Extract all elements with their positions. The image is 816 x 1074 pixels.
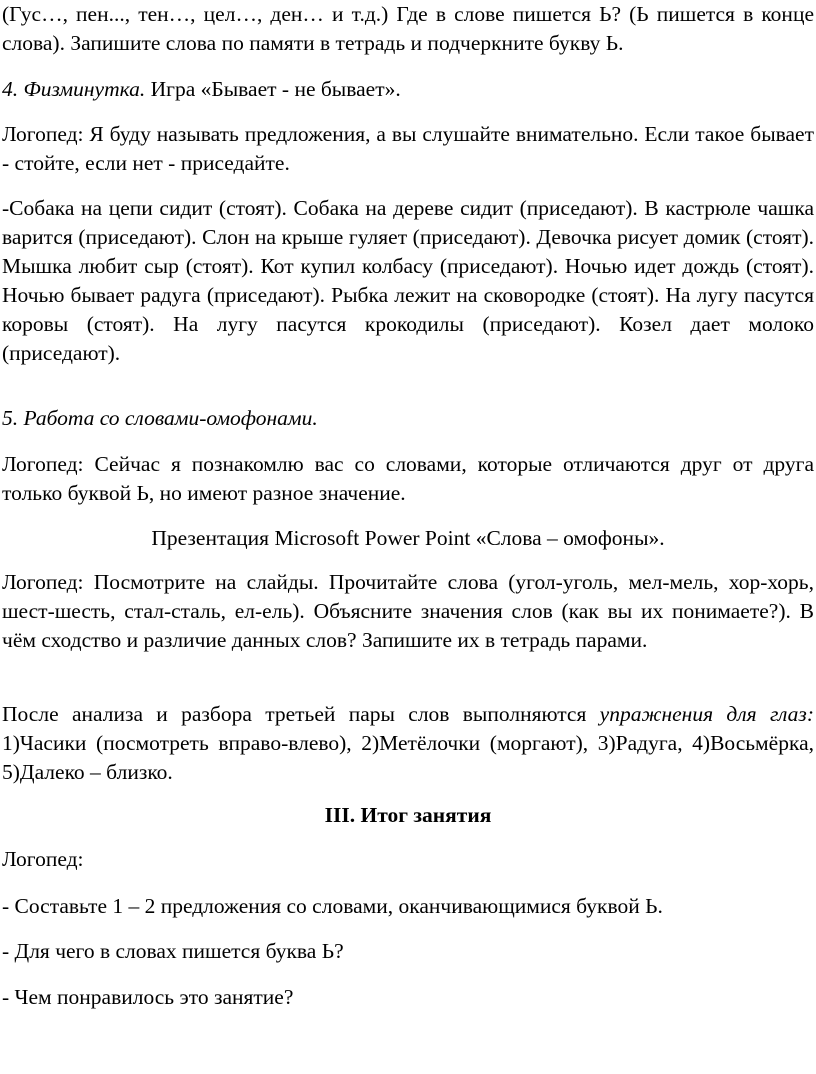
eye-exercises-list: 1)Часики (посмотреть вправо-влево), 2)Метёлочки (моргают), 3)Радуга, 4)Восьмёрка, 5)Далеко – близко. [2,731,814,784]
paragraph-logoped-instructions: Логопед: Я буду называть предложения, а вы слушайте внимательно. Если такое бывает - стойте, если нет - приседайте. [2,122,814,175]
presentation-title: Презентация Microsoft Power Point «Слова – омофоны». [151,526,665,550]
fizminutka-heading: 4. Физминутка. [2,77,146,101]
section-heading-homophones: 5. Работа со словами-омофонами. [2,406,318,430]
question-soft-sign-purpose: - Для чего в словах пишется буква Ь? [2,939,344,963]
paragraph-eye-exercises [2,700,814,787]
paragraph-logoped-intro: Логопед: Сейчас я познакомлю вас со словами, которые отличаются друг от друга только буквой Ь, но имеют разное значение. [2,452,814,505]
eye-exercises-intro: После анализа и разбора третьей пары слов выполняются [2,702,600,726]
section-heading-summary: III. Итог занятия [324,803,492,827]
question-lesson-liked: - Чем понравилось это занятие? [2,985,294,1009]
paragraph-sentences-list: -Собака на цепи сидит (стоят). Собака на дереве сидит (приседают). В кастрюле чашка варится (приседают). Слон на крыше гуляет (приседают). Девочка рисует домик (стоят). Мышка любит сыр (стоят). Кот купил колбасу (приседают). Ночью идет дождь (стоят). Ночью бывает радуга (приседают). Рыбка лежит на сковородке (стоят). На лугу пасутся коровы (стоят). На лугу пасутся крокодилы (приседают). Козел дает молоко (приседают). [2,196,814,365]
paragraph-soft-sign-words: (Гус…, пен..., тен…, цел…, ден… и т.д.) Где в слове пишется Ь? (Ь пишется в конце слова). Запишите слова по памяти в тетрадь и подчеркните букву Ь. [2,2,814,55]
paragraph-slides-task: Логопед: Посмотрите на слайды. Прочитайте слова (угол-уголь, мел-мель, хор-хорь, шест-шесть, стал-сталь, ел-ель). Объясните значения слов (как вы их понимаете?). В чём сходство и различие данных слов? Запишите их в тетрадь парами. [2,570,814,652]
paragraph-fizminutka [2,75,814,104]
eye-exercises-label: упражнения для глаз: [599,702,814,726]
question-compose-sentences: - Составьте 1 – 2 предложения со словами, оканчивающимися буквой Ь. [2,894,663,918]
paragraph-logoped-label: Логопед: [2,847,84,871]
fizminutka-game: Игра «Бывает - не бывает». [145,77,401,101]
